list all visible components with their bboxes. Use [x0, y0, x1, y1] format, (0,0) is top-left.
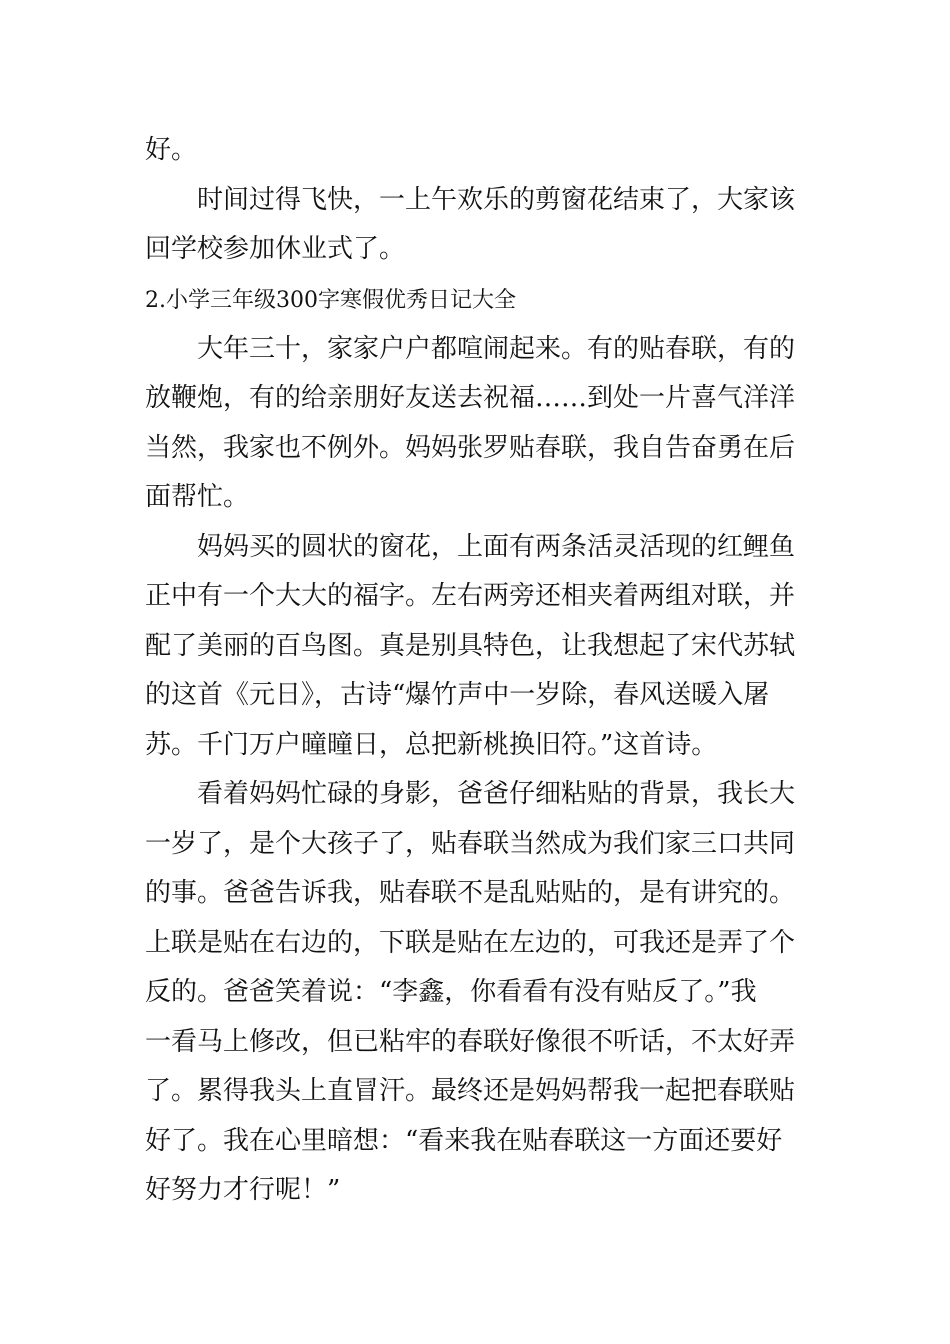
- text-line-21: 好了。我在心里暗想：“看来我在贴春联这一方面还要好: [145, 1126, 783, 1156]
- paragraph-window-flower: 妈妈买的圆状的窗花，上面有两条活灵活现的红鲤鱼: [197, 532, 796, 562]
- text-line-6: 放鞭炮，有的给亲朋好友送去祝福……到处一片喜气洋洋: [145, 383, 796, 413]
- text-line-11: 配了美丽的百鸟图。真是别具特色，让我想起了宋代苏轼: [145, 631, 796, 661]
- text-line-7: 当然，我家也不例外。妈妈张罗贴春联，我自告奋勇在后: [145, 433, 796, 463]
- paragraph-time-flies: 时间过得飞快，一上午欢乐的剪窗花结束了，大家该: [197, 185, 796, 215]
- text-line-12: 的这首《元日》，古诗“爆竹声中一岁除，春风送暖入屠: [145, 680, 770, 710]
- text-line-18: 反的。爸爸笑着说：“李鑫，你看看有没有贴反了。”我: [145, 977, 757, 1007]
- text-line-22: 好努力才行呢！”: [145, 1175, 341, 1205]
- text-line-10: 正中有一个大大的福字。左右两旁还相夹着两组对联，并: [145, 581, 796, 611]
- paragraph-watching-mom: 看着妈妈忙碌的身影，爸爸仔细粘贴的背景，我长大: [197, 779, 796, 809]
- text-line-17: 上联是贴在右边的，下联是贴在左边的，可我还是弄了个: [145, 928, 796, 958]
- text-line-15: 一岁了，是个大孩子了，贴春联当然成为我们家三口共同: [145, 829, 796, 859]
- text-line-16: 的事。爸爸告诉我，贴春联不是乱贴贴的，是有讲究的。: [145, 878, 796, 908]
- text-line-13: 苏。千门万户曈曈日，总把新桃换旧符。”这首诗。: [145, 730, 718, 760]
- paragraph-new-year-eve: 大年三十，家家户户都喧闹起来。有的贴春联，有的: [197, 334, 796, 364]
- text-line-20: 了。累得我头上直冒汗。最终还是妈妈帮我一起把春联贴: [145, 1076, 796, 1106]
- section-heading: 2.小学三年级300字寒假优秀日记大全: [145, 288, 516, 313]
- text-line-8: 面帮忙。: [145, 482, 250, 512]
- text-line-1: 好。: [145, 135, 198, 165]
- text-line-3: 回学校参加休业式了。: [145, 234, 406, 264]
- text-line-19: 一看马上修改，但已粘牢的春联好像很不听话，不太好弄: [145, 1027, 796, 1057]
